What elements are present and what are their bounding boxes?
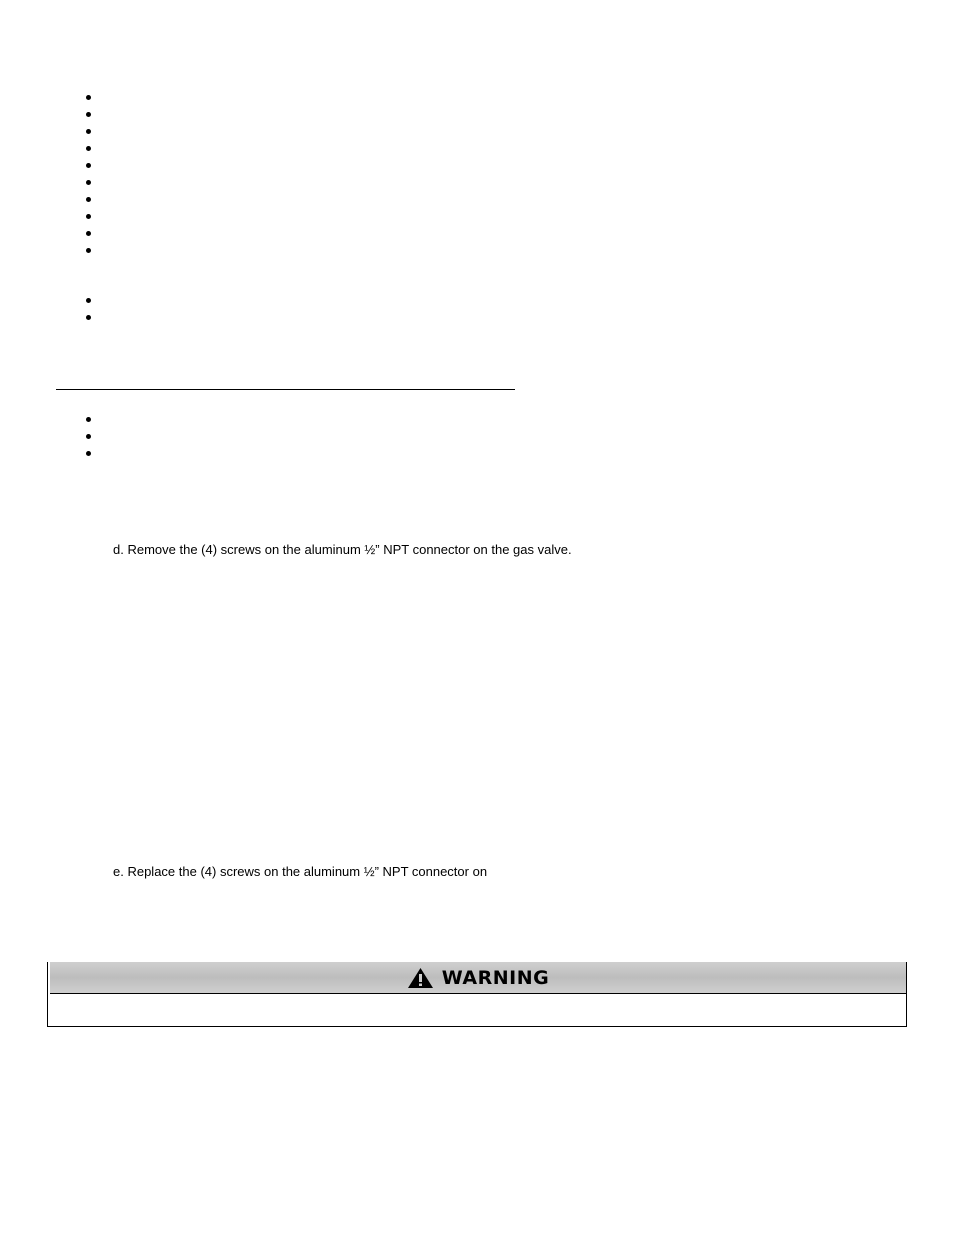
warning-box xyxy=(47,962,907,1027)
warning-title: WARNING xyxy=(441,966,550,989)
step-e-text: e. Replace the (4) screws on the aluminum ½” NPT connector on xyxy=(113,864,488,879)
warning-triangle-icon xyxy=(407,967,434,989)
warning-body xyxy=(48,994,906,1026)
warning-header xyxy=(50,962,906,994)
step-d-text: d. Remove the (4) screws on the aluminum ½” NPT connector on the gas valve. xyxy=(113,542,572,557)
section-divider xyxy=(56,389,515,390)
